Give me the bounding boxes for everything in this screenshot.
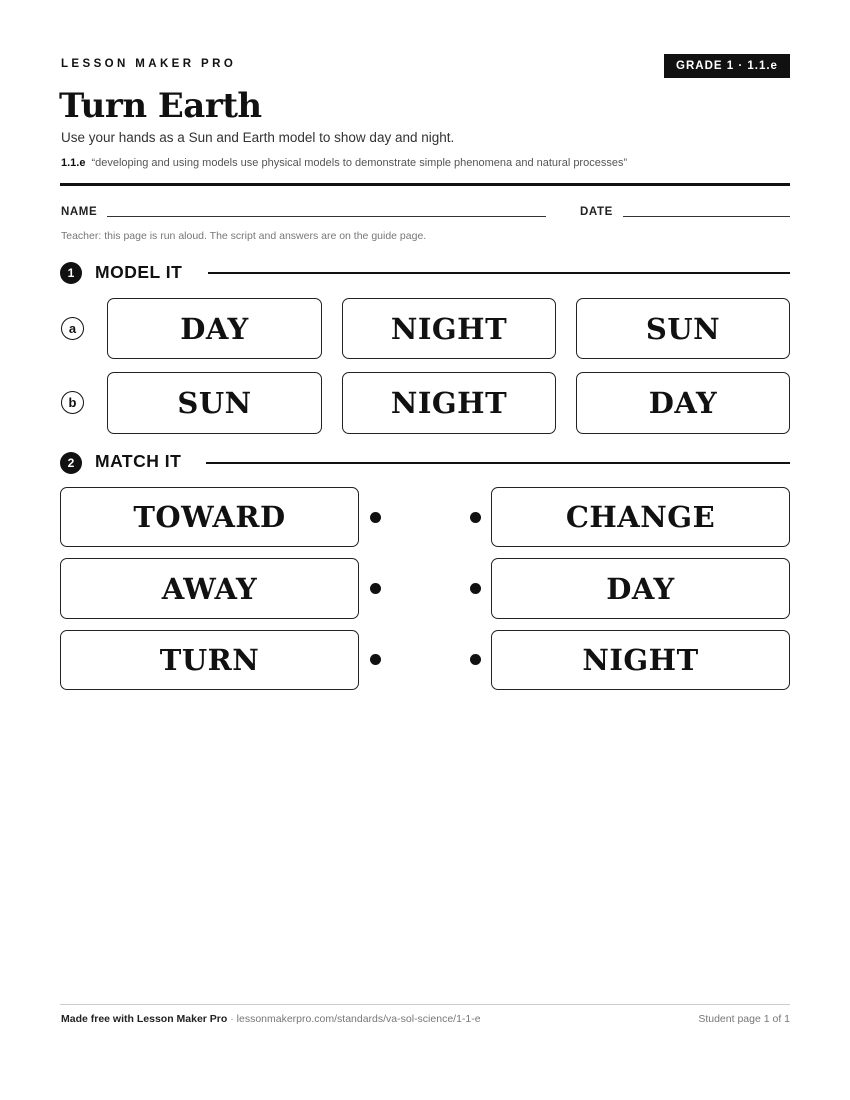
standard-code: 1.1.e: [61, 157, 86, 169]
section-divider: [208, 272, 790, 274]
section-divider: [206, 462, 790, 464]
match-dot-left[interactable]: [370, 583, 381, 594]
match-left-card[interactable]: TOWARD: [60, 487, 359, 547]
section-title-match-it: MATCH IT: [95, 451, 182, 471]
date-field[interactable]: [623, 216, 790, 217]
model-card[interactable]: DAY: [107, 298, 322, 359]
model-card[interactable]: SUN: [576, 298, 790, 359]
section-title-model-it: MODEL IT: [95, 262, 183, 282]
footer-credit: [61, 1013, 481, 1025]
row-marker-a: a: [61, 317, 84, 340]
match-right-card[interactable]: NIGHT: [491, 630, 790, 690]
match-dot-right[interactable]: [470, 654, 481, 665]
match-left-card[interactable]: TURN: [60, 630, 359, 690]
footer-divider: [60, 1004, 790, 1005]
match-dot-right[interactable]: [470, 512, 481, 523]
model-card[interactable]: NIGHT: [342, 298, 556, 359]
section-number-badge: 2: [60, 452, 82, 474]
brand-name: LESSON MAKER PRO: [61, 58, 237, 70]
match-dot-left[interactable]: [370, 512, 381, 523]
row-marker-b: b: [61, 391, 84, 414]
match-left-card[interactable]: AWAY: [60, 558, 359, 619]
model-card[interactable]: SUN: [107, 372, 322, 434]
page-title: Turn Earth: [59, 86, 262, 126]
match-dot-right[interactable]: [470, 583, 481, 594]
header-divider: [60, 183, 790, 186]
page-subtitle: Use your hands as a Sun and Earth model to show day and night.: [61, 130, 455, 145]
footer-page-number: Student page 1 of 1: [698, 1013, 790, 1025]
footer-made-by: Made free with Lesson Maker Pro: [61, 1013, 228, 1025]
standard-text: “developing and using models use physical models to demonstrate simple phenomena and natural processes”: [91, 157, 628, 169]
grade-badge: GRADE 1 · 1.1.e: [664, 54, 790, 78]
footer-separator: ·: [227, 1013, 237, 1025]
match-dot-left[interactable]: [370, 654, 381, 665]
match-right-card[interactable]: DAY: [491, 558, 790, 619]
date-label: DATE: [580, 206, 613, 218]
teacher-note: Teacher: this page is run aloud. The script and answers are on the guide page.: [61, 230, 427, 242]
match-right-card[interactable]: CHANGE: [491, 487, 790, 547]
model-card[interactable]: DAY: [576, 372, 790, 434]
model-card[interactable]: NIGHT: [342, 372, 556, 434]
footer-url-link[interactable]: lessonmakerpro.com/standards/va-sol-science/1-1-e: [236, 1013, 481, 1025]
standard-statement: [61, 157, 627, 169]
section-number-badge: 1: [60, 262, 82, 284]
name-label: NAME: [61, 206, 98, 218]
name-field[interactable]: [107, 216, 546, 217]
